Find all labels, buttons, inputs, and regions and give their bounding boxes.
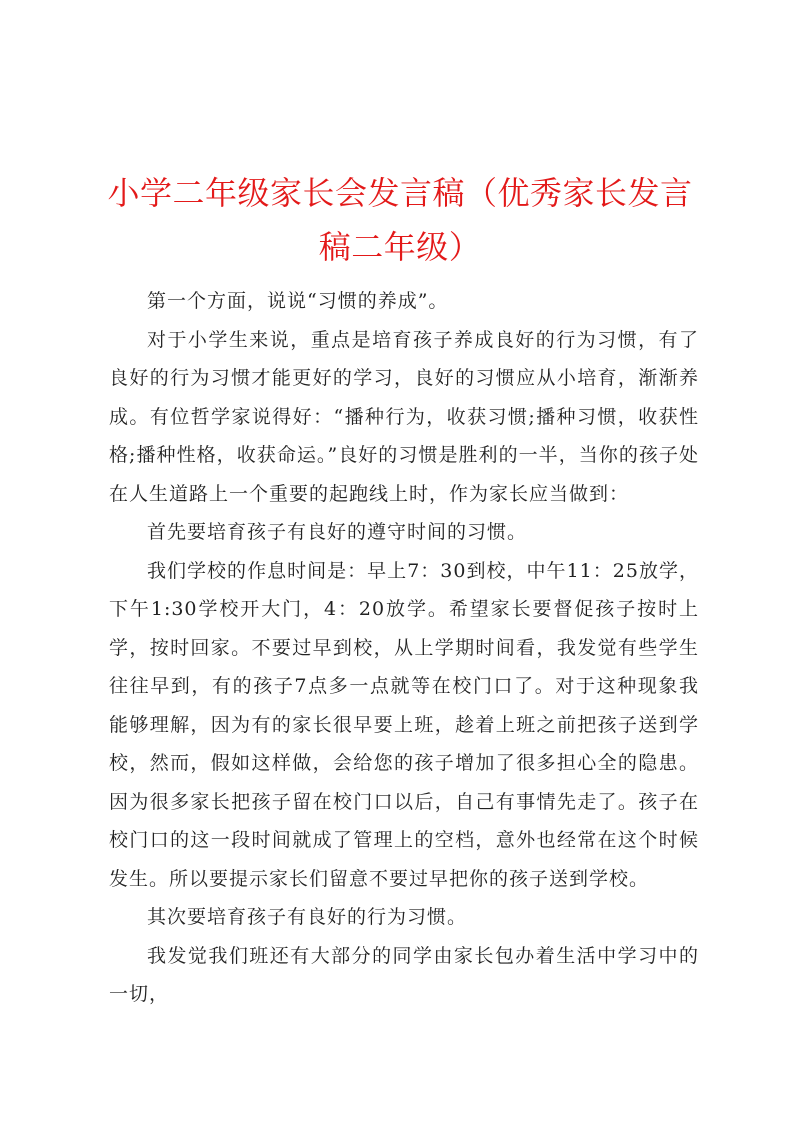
paragraph-school-schedule: 我们学校的作息时间是：早上7：30到校，中午11：25放学，下午1:30学校开大门，4：20放学。希望家长要督促孩子按时上学，按时回家。不要过早到校，从上学期时间看，我发觉有些学生往往早到，有的孩子7点多一点就等在校门口了。对于这种现象我能够理解，因为有的家长很早要上班，趁着上班之前把孩子送到学校，然而，假如这样做，会给您的孩子增加了很多担心全的隐患。因为很多家长把孩子留在校门口以后，自己有事情先走了。孩子在校门口的这一段时间就成了管理上的空档，意外也经常在这个时候发生。所以要提示家长们留意不要过早把你的孩子送到学校。 — [109, 559, 699, 890]
paragraph-parents-doing-everything: 我发觉我们班还有大部分的同学由家长包办着生活中学习中的一切， — [109, 944, 699, 1005]
document-title: 小学二年级家长会发言稿（优秀家长发言稿二年级） — [107, 174, 693, 266]
paragraph-behavior-habits: 对于小学生来说，重点是培育孩子养成良好的行为习惯，有了良好的行为习惯才能更好的学习，良好的习惯应从小培育，渐渐养成。有位哲学家说得好：“播种行为，收获习惯;播种习惯，收获性格;播种性格，收获命运。”良好的习惯是胜利的一半，当你的孩子处在人生道路上一个重要的起跑线上时，作为家长应当做到： — [109, 328, 699, 505]
paragraph-behavior-heading: 其次要培育孩子有良好的行为习惯。 — [147, 906, 468, 928]
paragraph-habit-intro: 第一个方面，说说“习惯的养成”。 — [147, 290, 449, 312]
paragraph-punctuality-heading: 首先要培育孩子有良好的遵守时间的习惯。 — [147, 521, 528, 543]
document-body — [109, 282, 699, 1014]
